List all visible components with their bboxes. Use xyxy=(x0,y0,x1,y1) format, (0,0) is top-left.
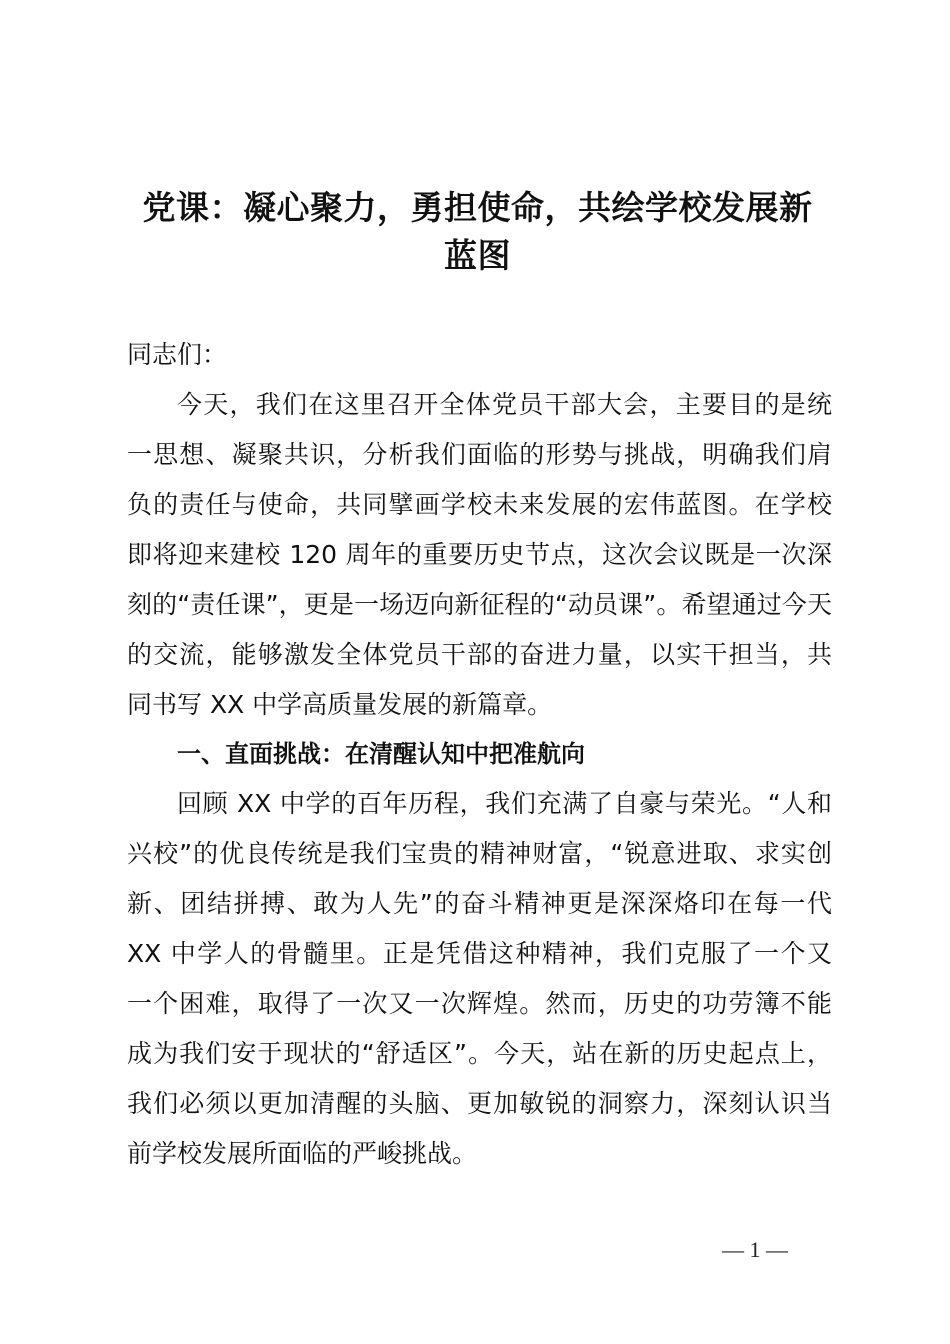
salutation: 同志们： xyxy=(127,340,228,369)
page-number: — 1 — xyxy=(722,1237,788,1262)
paragraph-1-line: 负的责任与使命，共同擘画学校未来发展的宏伟蓝图。在学校 xyxy=(127,490,832,519)
paragraph-2-line: 兴校”的优良传统是我们宝贵的精神财富，“锐意进取、求实创 xyxy=(127,839,832,868)
paragraph-1-line: 即将迎来建校 120 周年的重要历史节点，这次会议既是一次深 xyxy=(127,540,832,569)
paragraph-1-line: 刻的“责任课”，更是一场迈向新征程的“动员课”。希望通过今天 xyxy=(127,590,832,619)
paragraph-1-line: 的交流，能够激发全体党员干部的奋进力量，以实干担当，共 xyxy=(127,640,832,669)
document-title-line-1: 党课：凝心聚力，勇担使命，共绘学校发展新 xyxy=(142,188,813,227)
paragraph-2-line: 回顾 XX 中学的百年历程，我们充满了自豪与荣光。“人和 xyxy=(177,789,832,818)
paragraph-2-line: 成为我们安于现状的“舒适区”。今天，站在新的历史起点上， xyxy=(127,1039,832,1068)
paragraph-1-line: 同书写 XX 中学高质量发展的新篇章。 xyxy=(127,690,553,719)
paragraph-2-line: 新、团结拼搏、敢为人先”的奋斗精神更是深深烙印在每一代 xyxy=(127,889,832,918)
section-1-heading: 一、直面挑战：在清醒认知中把准航向 xyxy=(177,740,585,768)
paragraph-1-line: 今天，我们在这里召开全体党员干部大会，主要目的是统 xyxy=(177,390,832,419)
paragraph-2-line: 我们必须以更加清醒的头脑、更加敏锐的洞察力，深刻认识当 xyxy=(127,1089,832,1118)
paragraph-1-line: 一思想、凝聚共识，分析我们面临的形势与挑战，明确我们肩 xyxy=(127,440,832,469)
paragraph-2-line: 一个困难，取得了一次又一次辉煌。然而，历史的功劳簿不能 xyxy=(127,989,832,1018)
paragraph-2-line: 前学校发展所面临的严峻挑战。 xyxy=(127,1139,478,1168)
paragraph-2-line: XX 中学人的骨髓里。正是凭借这种精神，我们克服了一个又 xyxy=(127,939,832,968)
document-title-line-2: 蓝图 xyxy=(444,236,511,275)
